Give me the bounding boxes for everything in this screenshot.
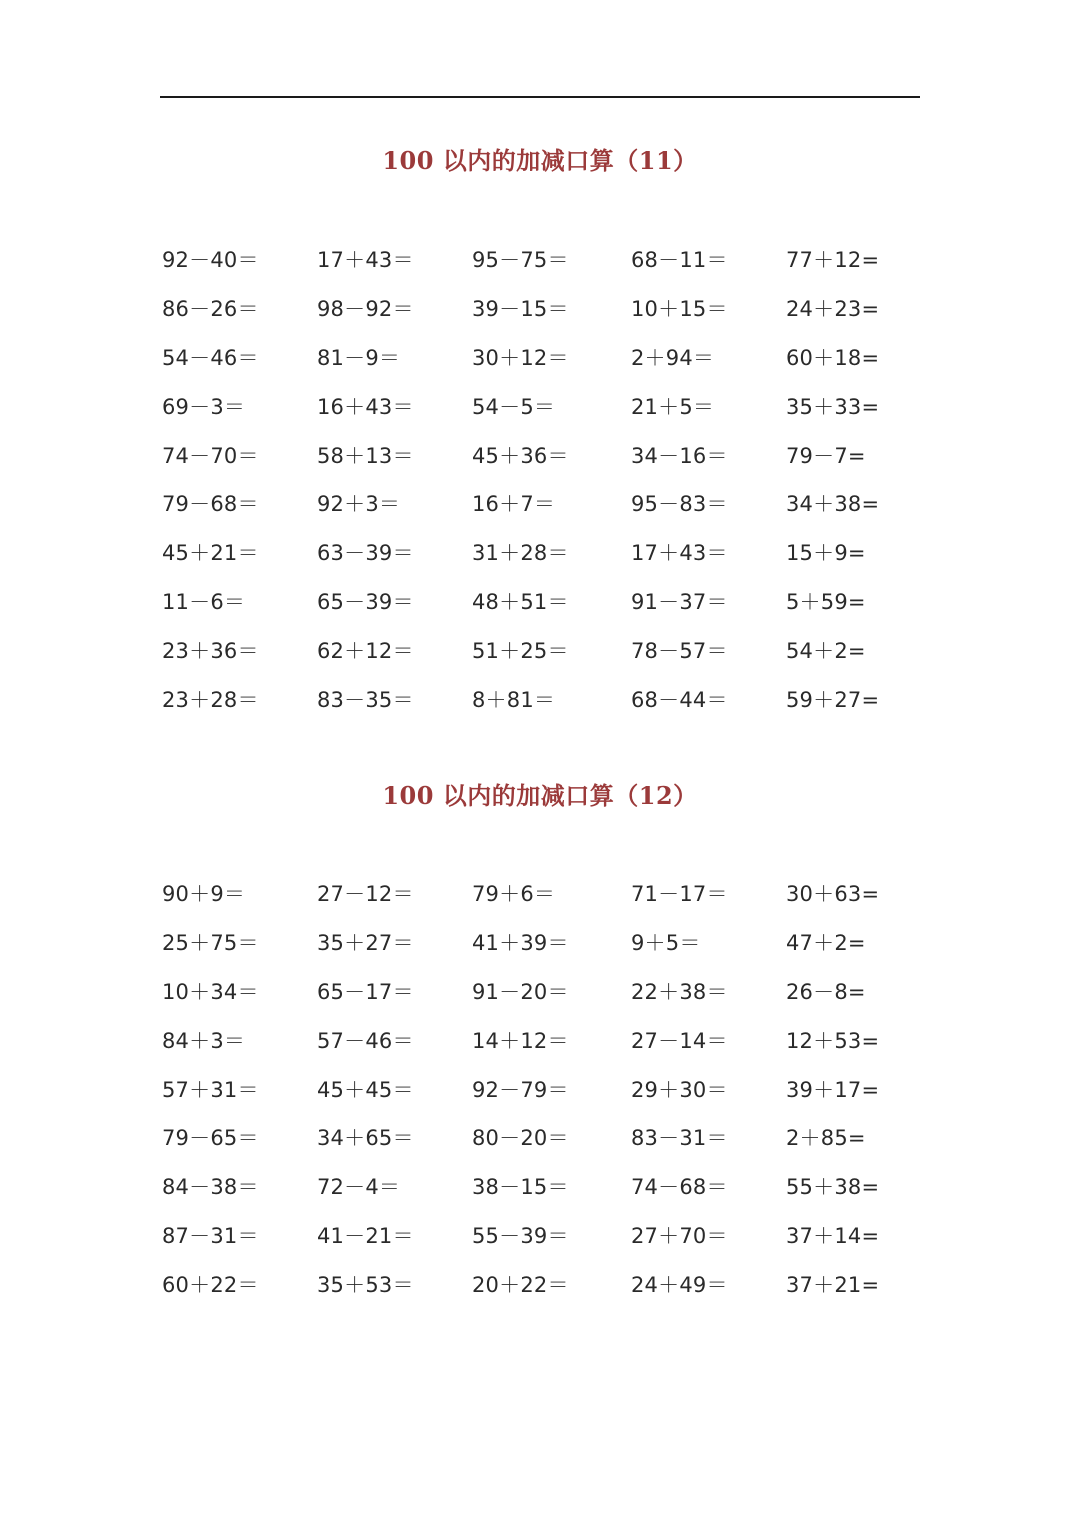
arithmetic-problem: 68－44＝ (631, 688, 728, 713)
arithmetic-problem: 2＋94＝ (631, 345, 715, 370)
arithmetic-problem: 91－37＝ (631, 590, 728, 615)
arithmetic-problem: 24＋23= (786, 296, 880, 321)
arithmetic-problem: 54－5＝ (472, 394, 556, 419)
arithmetic-problem: 81－9＝ (317, 345, 401, 370)
arithmetic-problem: 22＋38＝ (631, 979, 728, 1004)
arithmetic-problem: 54－46＝ (162, 345, 259, 370)
arithmetic-problem: 30＋63= (786, 882, 880, 906)
arithmetic-problem: 15＋9= (786, 541, 866, 566)
arithmetic-problem: 74－70＝ (162, 443, 259, 468)
arithmetic-problem: 39－15＝ (472, 296, 569, 321)
arithmetic-problem: 78－57＝ (631, 639, 728, 664)
top-divider-line (160, 96, 920, 98)
arithmetic-problem: 37＋21= (786, 1273, 880, 1298)
arithmetic-problem: 39＋17= (786, 1077, 880, 1102)
arithmetic-problem: 79－65＝ (162, 1126, 259, 1151)
arithmetic-problem: 57－46＝ (317, 1028, 414, 1053)
arithmetic-problem: 72－4＝ (317, 1175, 401, 1200)
arithmetic-problem: 80－20＝ (472, 1126, 569, 1151)
arithmetic-problem: 5＋59= (786, 590, 866, 615)
arithmetic-problem: 25＋75＝ (162, 930, 259, 955)
arithmetic-problem: 2＋85= (786, 1126, 866, 1151)
arithmetic-problem: 35＋53＝ (317, 1273, 414, 1298)
problem-grid (162, 870, 916, 1310)
arithmetic-problem: 45＋45＝ (317, 1077, 414, 1102)
arithmetic-problem: 60＋22＝ (162, 1273, 259, 1298)
arithmetic-problem: 9＋5＝ (631, 930, 701, 955)
arithmetic-problem: 86－26＝ (162, 296, 259, 321)
arithmetic-problem: 12＋53= (786, 1028, 880, 1053)
arithmetic-problem: 45＋36＝ (472, 443, 569, 468)
arithmetic-problem: 41－21＝ (317, 1224, 414, 1249)
arithmetic-problem: 77＋12= (786, 248, 880, 272)
arithmetic-problem: 37＋14= (786, 1224, 880, 1249)
arithmetic-problem: 17＋43＝ (631, 541, 728, 566)
arithmetic-problem: 92＋3＝ (317, 492, 401, 517)
arithmetic-problem: 34－16＝ (631, 443, 728, 468)
arithmetic-problem: 29＋30＝ (631, 1077, 728, 1102)
arithmetic-problem: 17＋43＝ (317, 248, 414, 272)
arithmetic-problem: 92－79＝ (472, 1077, 569, 1102)
arithmetic-problem: 83－35＝ (317, 688, 414, 713)
arithmetic-problem: 84＋3＝ (162, 1028, 246, 1053)
arithmetic-problem: 95－83＝ (631, 492, 728, 517)
arithmetic-problem: 51＋25＝ (472, 639, 569, 664)
arithmetic-problem: 90＋9＝ (162, 882, 246, 906)
arithmetic-problem: 14＋12＝ (472, 1028, 569, 1053)
arithmetic-problem: 54＋2= (786, 639, 866, 664)
arithmetic-problem: 79－68＝ (162, 492, 259, 517)
arithmetic-problem: 27＋70＝ (631, 1224, 728, 1249)
arithmetic-problem: 41＋39＝ (472, 930, 569, 955)
problem-grid (162, 236, 916, 725)
arithmetic-problem: 27－12＝ (317, 882, 414, 906)
arithmetic-problem: 65－17＝ (317, 979, 414, 1004)
arithmetic-problem: 63－39＝ (317, 541, 414, 566)
arithmetic-problem: 58＋13＝ (317, 443, 414, 468)
arithmetic-problem: 8＋81＝ (472, 688, 556, 713)
arithmetic-problem: 55＋38= (786, 1175, 880, 1200)
arithmetic-problem: 74－68＝ (631, 1175, 728, 1200)
arithmetic-problem: 55－39＝ (472, 1224, 569, 1249)
arithmetic-problem: 34＋65＝ (317, 1126, 414, 1151)
arithmetic-problem: 20＋22＝ (472, 1273, 569, 1298)
arithmetic-problem: 91－20＝ (472, 979, 569, 1004)
arithmetic-problem: 79－7= (786, 443, 866, 468)
arithmetic-problem: 60＋18= (786, 345, 880, 370)
arithmetic-problem: 84－38＝ (162, 1175, 259, 1200)
section-title: 100 以内的加减口算（11） (382, 146, 698, 175)
arithmetic-problem: 34＋38= (786, 492, 880, 517)
arithmetic-problem: 11－6＝ (162, 590, 246, 615)
arithmetic-problem: 26－8= (786, 979, 866, 1004)
arithmetic-problem: 87－31＝ (162, 1224, 259, 1249)
arithmetic-problem: 59＋27= (786, 688, 880, 713)
arithmetic-problem: 92－40＝ (162, 248, 259, 272)
arithmetic-problem: 27－14＝ (631, 1028, 728, 1053)
arithmetic-problem: 16＋43＝ (317, 394, 414, 419)
arithmetic-problem: 23＋36＝ (162, 639, 259, 664)
arithmetic-problem: 31＋28＝ (472, 541, 569, 566)
arithmetic-problem: 10＋15＝ (631, 296, 728, 321)
arithmetic-problem: 62＋12＝ (317, 639, 414, 664)
arithmetic-problem: 23＋28＝ (162, 688, 259, 713)
arithmetic-problem: 79＋6＝ (472, 882, 556, 906)
arithmetic-problem: 98－92＝ (317, 296, 414, 321)
arithmetic-problem: 10＋34＝ (162, 979, 259, 1004)
arithmetic-problem: 24＋49＝ (631, 1273, 728, 1298)
arithmetic-problem: 48＋51＝ (472, 590, 569, 615)
arithmetic-problem: 57＋31＝ (162, 1077, 259, 1102)
arithmetic-problem: 30＋12＝ (472, 345, 569, 370)
arithmetic-problem: 83－31＝ (631, 1126, 728, 1151)
arithmetic-problem: 65－39＝ (317, 590, 414, 615)
arithmetic-problem: 45＋21＝ (162, 541, 259, 566)
section-title: 100 以内的加减口算（12） (382, 781, 698, 810)
arithmetic-problem: 21＋5＝ (631, 394, 715, 419)
arithmetic-problem: 95－75＝ (472, 248, 569, 272)
arithmetic-problem: 16＋7＝ (472, 492, 556, 517)
arithmetic-problem: 35＋33= (786, 394, 880, 419)
arithmetic-problem: 38－15＝ (472, 1175, 569, 1200)
arithmetic-problem: 69－3＝ (162, 394, 246, 419)
arithmetic-problem: 35＋27＝ (317, 930, 414, 955)
arithmetic-problem: 68－11＝ (631, 248, 728, 272)
arithmetic-problem: 47＋2= (786, 930, 866, 955)
arithmetic-problem: 71－17＝ (631, 882, 728, 906)
